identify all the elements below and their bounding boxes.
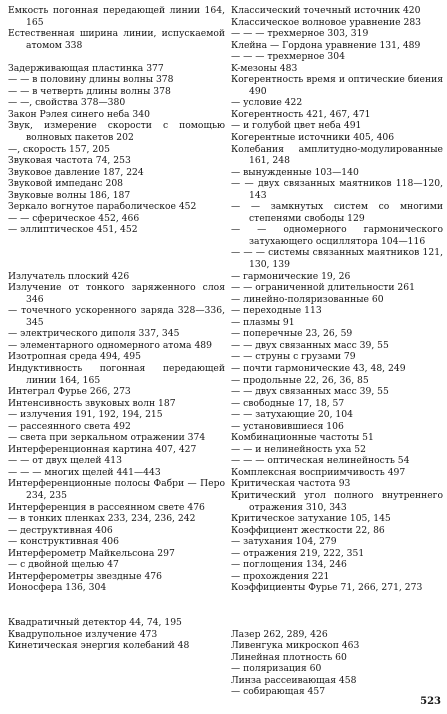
index-spacer (8, 259, 225, 271)
index-entry: Интенсивность звуковых волн 187 (8, 397, 176, 409)
index-spacer (8, 594, 225, 606)
index-entry: — переходные 113 (231, 305, 322, 317)
index-entry: Зеркало вогнутое параболическое 452 (8, 201, 197, 213)
index-entry: Комбинационные частоты 51 (231, 432, 374, 444)
index-entry: — деструктивная 406 (8, 524, 113, 536)
index-spacer (8, 247, 225, 259)
index-entry: Индуктивность погонная передающей линии 164, 165 (8, 362, 225, 386)
index-entry: Изотропная среда 494, 495 (8, 351, 141, 363)
index-entry: Квадрупольное излучение 473 (8, 628, 158, 640)
index-column-left (8, 5, 225, 652)
index-entry: — линейно-поляризованные 60 (231, 293, 384, 305)
index-entry: Интерференция в рассеянном свете 476 (8, 501, 205, 513)
index-entry: — почти гармонические 43, 48, 249 (231, 362, 406, 374)
index-entry: — и голубой цвет неба 491 (231, 120, 362, 132)
index-entry: Клейна — Гордона уравнение 131, 489 (231, 39, 421, 51)
index-entry: Комплексная восприимчивость 497 (231, 466, 406, 478)
index-entry: — элементарного одномерного атома 489 (8, 339, 212, 351)
index-entry: — вынужденные 103—140 (231, 166, 359, 178)
index-entry: — — струны с грузами 79 (231, 351, 356, 363)
index-spacer (231, 617, 443, 629)
index-entry: Классический точечный источник 420 (231, 5, 421, 16)
index-column-right (231, 5, 443, 698)
index-entry: — — — системы связанных маятников 121, 130, 139 (231, 247, 443, 271)
index-entry: Звуковое давление 187, 224 (8, 166, 144, 178)
index-entry: — плазмы 91 (231, 316, 295, 328)
index-entry: — — от двух щелей 413 (8, 455, 122, 467)
index-entry: — —, свойства 378—380 (8, 97, 126, 109)
index-spacer (8, 51, 225, 63)
index-entry: Критическое затухание 105, 145 (231, 513, 391, 525)
index-entry: Квадратичный детектор 44, 74, 195 (8, 616, 182, 628)
index-entry: Лазер 262, 289, 426 (231, 628, 328, 640)
index-entry: — излучения 191, 192, 194, 215 (8, 409, 163, 421)
index-entry: Задерживающая пластинка 377 (8, 62, 164, 74)
index-entry: —, скорость 157, 205 (8, 143, 110, 155)
index-entry: Критический угол полного внутреннего отражения 310, 343 (231, 489, 443, 513)
index-entry: Линза рассеивающая 458 (231, 674, 357, 686)
index-entry: — — ограниченной длительности 261 (231, 282, 415, 294)
index-entry: Интерференционная картина 407, 427 (8, 443, 197, 455)
index-entry: — — двух связанных масс 39, 55 (231, 386, 389, 398)
index-entry: — собирающая 457 (231, 686, 326, 698)
index-entry: — — — многих щелей 441—443 (8, 466, 161, 478)
index-entry: Ливенгука микроскоп 463 (231, 640, 360, 652)
index-entry: Классическое волновое уравнение 283 (231, 16, 422, 28)
index-entry: Емкость погонная передающей линии 164, 165 (8, 5, 225, 28)
index-entry: K-мезоны 483 (231, 62, 298, 74)
index-entry: — рассеянного света 492 (8, 420, 131, 432)
index-spacer (8, 236, 225, 248)
index-entry: Когерентные источники 405, 406 (231, 132, 395, 144)
index-entry: — поляризация 60 (231, 663, 322, 675)
index-entry: — с двойной щелью 47 (8, 559, 119, 571)
index-entry: Линейная плотность 60 (231, 651, 347, 663)
index-entry: Коэффициент жесткости 22, 86 (231, 524, 385, 536)
index-entry: — конструктивная 406 (8, 536, 119, 548)
index-entry: Когерентность время и оптические биения 490 (231, 74, 443, 97)
index-entry: — в тонких пленках 233, 234, 236, 242 (8, 513, 196, 525)
index-entry: — поперечные 23, 26, 59 (231, 328, 353, 340)
index-entry: Звуковые волны 186, 187 (8, 189, 131, 201)
index-entry: — — — трехмерное 303, 319 (231, 28, 369, 40)
index-entry: — света при зеркальном отражении 374 (8, 432, 206, 444)
index-entry: — — двух связанных маятников 118—120, 143 (231, 178, 443, 201)
index-entry: — — двух связанных масс 39, 55 (231, 339, 389, 351)
index-entry: — — — оптическая нелинейность 54 (231, 455, 410, 467)
index-entry: — — в половину длины волны 378 (8, 74, 174, 86)
index-entry: Когерентность 421, 467, 471 (231, 108, 371, 120)
index-entry: Излучатель плоский 426 (8, 270, 130, 282)
index-entry: — отражения 219, 222, 351 (231, 547, 365, 559)
index-spacer (231, 605, 443, 617)
index-entry: Интерферометр Майкельсона 297 (8, 547, 175, 559)
index-entry: — — одномерного гармонического затухающего осциллятора 104—116 (231, 224, 443, 247)
index-entry: — — в четверть длины волны 378 (8, 85, 171, 97)
index-entry: — точечного ускоренного заряда 328—336, 345 (8, 305, 225, 328)
index-entry: — эллиптическое 451, 452 (8, 224, 138, 236)
index-entry: Излучение от тонкого заряженного слоя 346 (8, 282, 225, 305)
index-entry: Интерференционные полосы Фабри — Перо 234, 235 (8, 478, 225, 501)
index-entry: — условие 422 (231, 97, 303, 109)
index-entry: — гармонические 19, 26 (231, 270, 351, 282)
index-entry: — прохождения 221 (231, 570, 330, 582)
index-entry: Закон Рэлея синего неба 340 (8, 108, 150, 120)
index-entry: — поглощения 134, 246 (231, 559, 347, 571)
index-entry: Интерферометры звездные 476 (8, 570, 162, 582)
index-entry: — — затухающие 20, 104 (231, 409, 353, 421)
index-entry: — — и нелинейность уха 52 (231, 443, 366, 455)
index-entry: Звуковая частота 74, 253 (8, 155, 131, 167)
index-entry: — продольные 22, 26, 36, 85 (231, 374, 369, 386)
index-entry: Колебания амплитудно-модулированные 161, 248 (231, 143, 443, 167)
index-entry: — — сферическое 452, 466 (8, 212, 140, 224)
index-entry: Звук, измерение скорости с помощью волновых пакетов 202 (8, 120, 225, 144)
index-spacer (231, 594, 443, 606)
page-number: 523 (420, 696, 441, 707)
index-entry: Естественная ширина линии, испускаемой атомом 338 (8, 28, 225, 51)
index-entry: Звуковой импеданс 208 (8, 178, 124, 190)
index-entry: — — — трехмерное 304 (231, 51, 345, 63)
index-entry: — установившиеся 106 (231, 420, 344, 432)
index-entry: — затухания 104, 279 (231, 536, 337, 548)
index-spacer (8, 605, 225, 617)
index-entry: Ионосфера 136, 304 (8, 582, 107, 594)
index-entry: — электрического диполя 337, 345 (8, 328, 180, 340)
index-entry: Коэффициенты Фурье 71, 266, 271, 273 (231, 582, 423, 594)
index-entry: — свободные 17, 18, 57 (231, 397, 345, 409)
index-entry: Интеграл Фурье 266, 273 (8, 386, 131, 398)
index-entry: Кинетическая энергия колебаний 48 (8, 640, 190, 652)
index-entry: Критическая частота 93 (231, 478, 351, 490)
index-entry: — — замкнутых систем со многими степенями свободы 129 (231, 201, 443, 224)
